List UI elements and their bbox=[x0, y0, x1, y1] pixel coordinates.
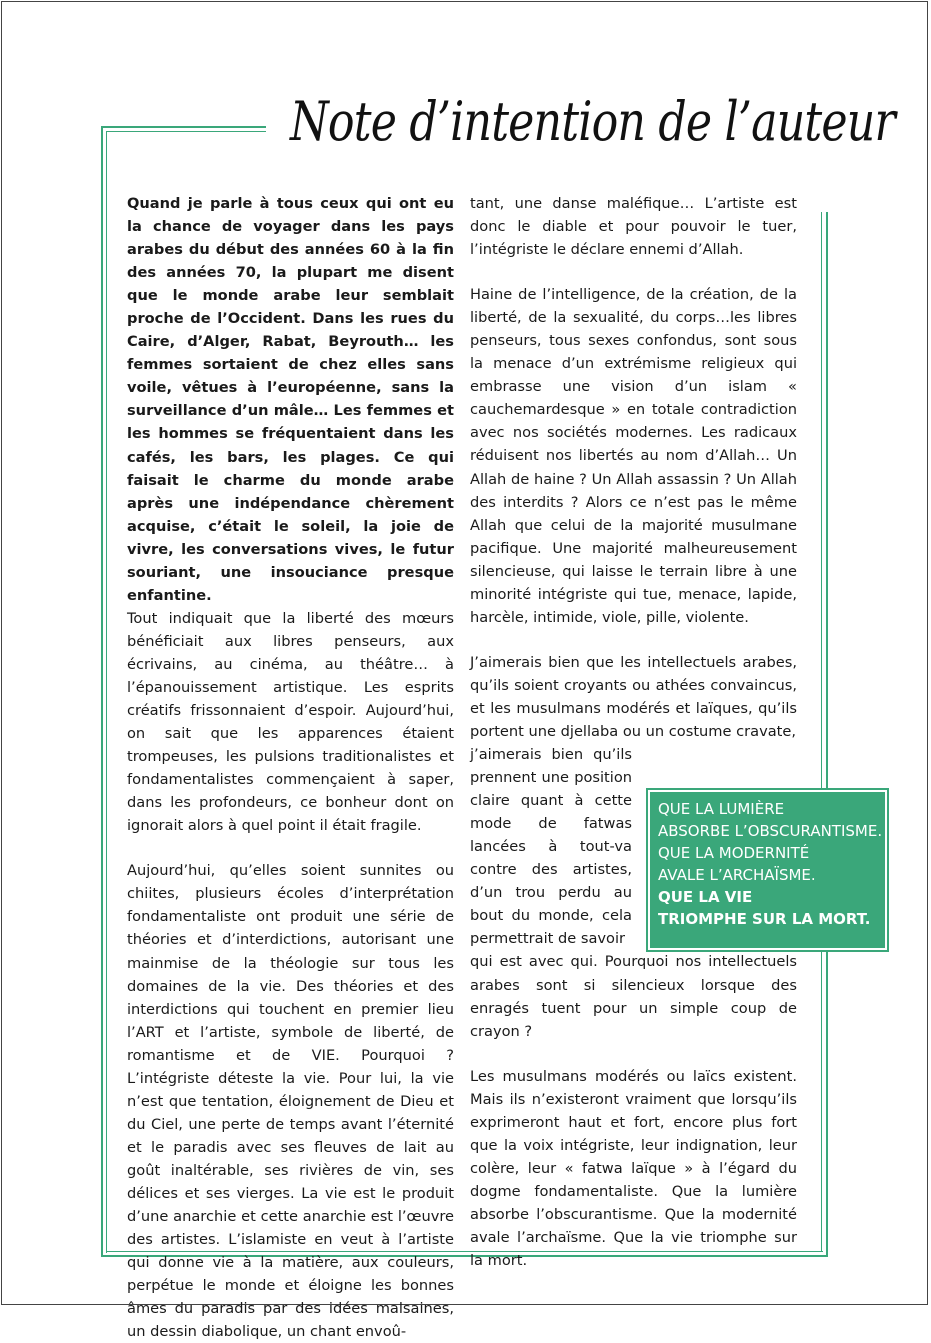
left-paragraph-2: Aujourd’hui, qu’elles soient sunnites ou chiites, plusieurs écoles d’interprétation fondamentaliste ont produit une série de théories et d’interdictions, autorisant une mainmise de la théologie sur tous les domaines de la vie. Des théories et des interdictions qui touchent en premier lieu l’ART et l’artiste, symbole de liberté, de romantisme et de VIE. Pourquoi ? L’intégriste déteste la vie. Pour lui, la vie n’est que tentation, éloignement de Dieu et du Ciel, une perte de temps avant l’éternité et le paradis avec ses fleuves de lait au goût inaltérable, ses rivières de vin, ses délices et ses vierges. La vie est le produit d’une anarchie et cette anarchie est l’œuvre des artistes. L’islamiste en veut à l’artiste qui donne vie à la matière, aux couleurs, perpétue le monde et éloigne les bonnes âmes du paradis par des idées malsaines, un dessin diabolique, un chant envoû- bbox=[127, 862, 454, 1341]
pull-quote-line-6: TRIOMPHE SUR LA MORT. bbox=[658, 910, 871, 928]
right-paragraph-2: Haine de l’intelligence, de la création, de la liberté, de la sexualité, du corps…les libres penseurs, tous sexes confondus, sont sous la menace d’un extrémisme religieux qui embrasse une vision d’un islam « cauchemardesque » en totale contradiction avec nos sociétés modernes. Les radicaux réduisent nos libertés au nom d’Allah… Un Allah de haine ? Un Allah assassin ? Un Allah des interdits ? Alors ce n’est pas le même Allah que celui de la majorité musulmane pacifique. Une majorité malheureusement silencieuse, qui laisse le terrain libre à une minorité intégriste qui tue, menace, lapide, harcèle, intimide, viole, pille, violente. bbox=[470, 286, 797, 626]
right-paragraph-3a: J’aimerais bien que les intellectuels arabes, qu’ils soient croyants ou athées convaincus, et les musulmans modérés et laïques, qu’ils portent une djellaba ou un costume cravate, bbox=[470, 653, 797, 740]
left-column bbox=[127, 192, 454, 1343]
right-column bbox=[470, 192, 797, 1272]
frame-top-left-line bbox=[101, 126, 266, 128]
pull-quote-line-1: QUE LA LUMIÈRE bbox=[658, 800, 785, 818]
pull-quote-line-4: AVALE L’ARCHAÏSME. bbox=[658, 866, 816, 884]
frame-right-line bbox=[826, 212, 828, 1257]
right-paragraph-3b: j’aimerais bien qu’ils prennent une position claire quant à cette mode de fatwas lancées à tout-va contre des artistes, d’un trou perdu au bout du monde, cela permettrait de savoir bbox=[470, 746, 632, 948]
intro-paragraph: Quand je parle à tous ceux qui ont eu la chance de voyager dans les pays arabes du début des années 60 à la fin des années 70, la plupart me disent que le monde arabe leur semblait proche de l’Occident. Dans les rues du Caire, d’Alger, Rabat, Beyrouth… les femmes sortaient de chez elles sans voile, vêtues à l’européenne, sans la surveillance d’un mâle… Les femmes et les hommes se fréquentaient dans les cafés, les bars, les plages. Ce qui faisait le charme du monde arabe après une indépendance chèrement acquise, c’était le soleil, la joie de vivre, les conversations vives, le futur souriant, une insouciance presque enfantine. bbox=[127, 195, 454, 604]
right-paragraph-3c: qui est avec qui. Pourquoi nos intellectuels arabes sont si silencieux lorsque des enragés tuent pour un simple coup de crayon ? bbox=[470, 953, 797, 1040]
frame-top-left-line-inner bbox=[106, 131, 266, 132]
pull-quote-line-3: QUE LA MODERNITÉ bbox=[658, 844, 810, 862]
page-title: Note d’intention de l’auteur bbox=[290, 90, 895, 153]
frame-right-line-inner bbox=[821, 212, 822, 1252]
frame-left-line-inner bbox=[106, 131, 107, 1253]
pull-quote-box bbox=[648, 790, 887, 950]
pull-quote-line-5: QUE LA VIE bbox=[658, 888, 753, 906]
left-paragraph-1: Tout indiquait que la liberté des mœurs bénéficiait aux libres penseurs, aux écrivains, au cinéma, au théâtre… à l’épanouissement artistique. Les esprits créatifs frissonnaient d’espoir. Aujourd’hui, on sait que les apparences étaient trompeuses, les pulsions traditionalistes et fondamentalistes commençaient à saper, dans les profondeurs, ce bonheur dont on ignorait alors à quel point il était fragile. bbox=[127, 609, 454, 835]
pull-quote-line-2: ABSORBE L’OBSCURANTISME. bbox=[658, 822, 883, 840]
frame-left-line bbox=[101, 126, 103, 1257]
right-paragraph-4: Les musulmans modérés ou laïcs existent. Mais ils n’existeront vraiment que lorsqu’ils exprimeront haut et fort, encore plus fort que la voix intégriste, leur indignation, leur colère, leur « fatwa laïque » à l’égard du dogme fondamentaliste. Que la lumière absorbe l’obscurantisme. Que la modernité avale l’archaïsme. Que la vie triomphe sur la mort. bbox=[470, 1067, 797, 1270]
right-paragraph-1: tant, une danse maléfique… L’artiste est donc le diable et pour pouvoir le tuer, l’intégriste le déclare ennemi d’Allah. bbox=[470, 195, 797, 259]
